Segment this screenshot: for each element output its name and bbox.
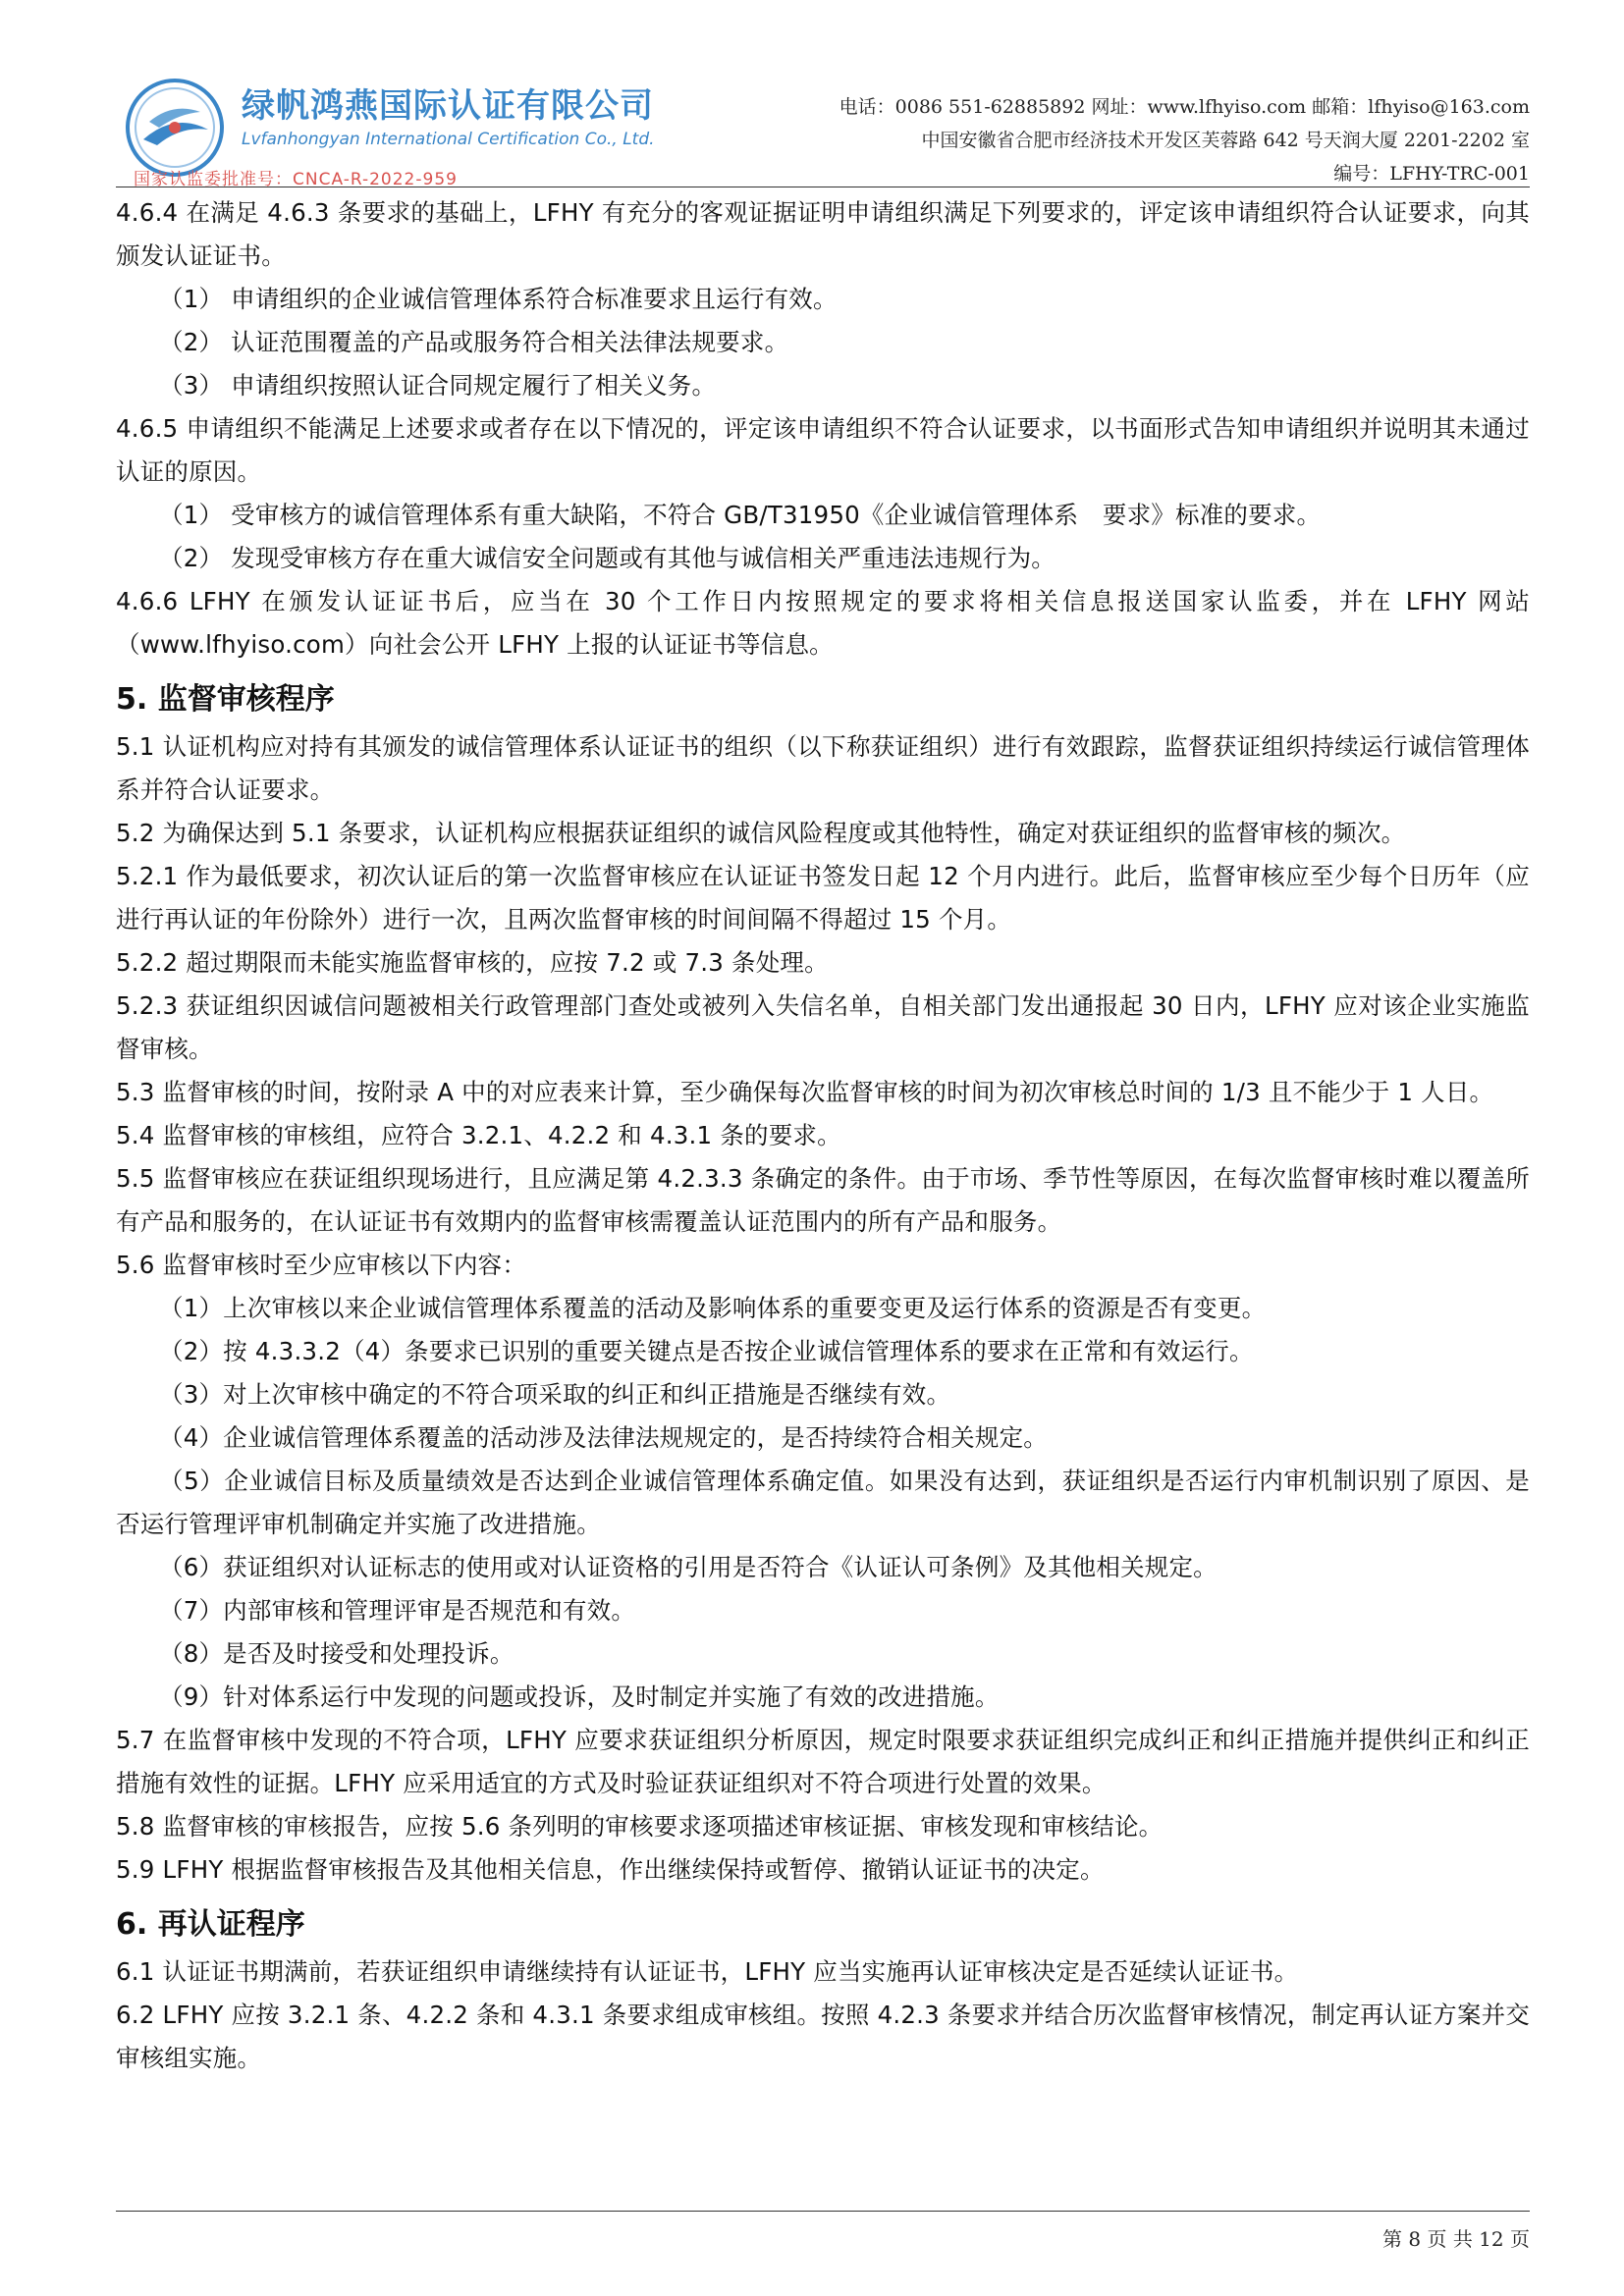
company-name-cn: 绿帆鸿燕国际认证有限公司: [242, 86, 654, 126]
clause-4-6-5: 4.6.5 申请组织不能满足上述要求或者存在以下情况的，评定该申请组织不符合认证要求，以书面形式告知申请组织并说明其未通过认证的原因。: [116, 414, 1530, 486]
clause-4-6-5-item-2: （2） 发现受审核方存在重大诚信安全问题或有其他与诚信相关严重违法违规行为。: [159, 544, 1056, 572]
clause-6-2: 6.2 LFHY 应按 3.2.1 条、4.2.2 条和 4.3.1 条要求组成审核组。按照 4.2.3 条要求并结合历次监督审核情况，制定再认证方案并交审核组实施。: [116, 2001, 1530, 2072]
page-header: [116, 69, 1530, 189]
section-5-heading: 5. 监督审核程序: [116, 682, 335, 717]
clause-5-2-2: 5.2.2 超过期限而未能实施监督审核的，应按 7.2 或 7.3 条处理。: [116, 948, 829, 977]
clause-4-6-4-item-3: （3） 申请组织按照认证合同规定履行了相关义务。: [159, 371, 717, 400]
clause-5-1: 5.1 认证机构应对持有其颁发的诚信管理体系认证证书的组织（以下称获证组织）进行有效跟踪，监督获证组织持续运行诚信管理体系并符合认证要求。: [116, 732, 1530, 804]
clause-5-6-item-4: （4）企业诚信管理体系覆盖的活动涉及法律法规规定的，是否持续符合相关规定。: [159, 1423, 1048, 1452]
clause-5-3: 5.3 监督审核的时间，按附录 A 中的对应表来计算，至少确保每次监督审核的时间为初次审核总时间的 1/3 且不能少于 1 人日。: [116, 1078, 1494, 1106]
clause-4-6-4-item-2: （2） 认证范围覆盖的产品或服务符合相关法律法规要求。: [159, 328, 789, 356]
contact-address: 中国安徽省合肥市经济技术开发区芙蓉路 642 号天润大厦 2201-2202 室: [921, 130, 1530, 151]
contact-block: [685, 90, 1530, 190]
clause-4-6-4: 4.6.4 在满足 4.6.3 条要求的基础上，LFHY 有充分的客观证据证明申请组织满足下列要求的，评定该申请组织符合认证要求，向其颁发认证证书。: [116, 198, 1530, 270]
company-logo-icon: [124, 77, 226, 179]
company-name-en: Lvfanhongyan International Certification Co., Ltd.: [242, 130, 655, 149]
clause-5-6-item-2: （2）按 4.3.3.2（4）条要求已识别的重要关键点是否按企业诚信管理体系的要求在正常和有效运行。: [159, 1337, 1254, 1365]
contact-phone-web-email: 电话：0086 551-62885892 网址：www.lfhyiso.com 邮箱：lfhyiso@163.com: [839, 96, 1530, 118]
page-number: 第 8 页 共 12 页: [1382, 2227, 1530, 2251]
clause-5-4: 5.4 监督审核的审核组，应符合 3.2.1、4.2.2 和 4.3.1 条的要求。: [116, 1121, 841, 1149]
clause-5-6-item-8: （8）是否及时接受和处理投诉。: [159, 1639, 514, 1668]
clause-5-2-3: 5.2.3 获证组织因诚信问题被相关行政管理部门查处或被列入失信名单，自相关部门发出通报起 30 日内，LFHY 应对该企业实施监督审核。: [116, 991, 1530, 1063]
clause-5-8: 5.8 监督审核的审核报告，应按 5.6 条列明的审核要求逐项描述审核证据、审核发现和审核结论。: [116, 1812, 1164, 1841]
clause-4-6-4-item-1: （1） 申请组织的企业诚信管理体系符合标准要求且运行有效。: [159, 285, 838, 313]
section-6-heading: 6. 再认证程序: [116, 1907, 305, 1942]
clause-4-6-6: 4.6.6 LFHY 在颁发认证证书后，应当在 30 个工作日内按照规定的要求将相关信息报送国家认监委，并在 LFHY 网站（www.lfhyiso.com）向社会公开 LFHY 上报的认证证书等信息。: [116, 587, 1530, 659]
clause-5-5: 5.5 监督审核应在获证组织现场进行，且应满足第 4.2.3.3 条确定的条件。由于市场、季节性等原因，在每次监督审核时难以覆盖所有产品和服务的，在认证证书有效期内的监督审核需覆盖认证范围内的所有产品和服务。: [116, 1164, 1530, 1236]
clause-5-6-item-5: （5）企业诚信目标及质量绩效是否达到企业诚信管理体系确定值。如果没有达到，获证组织是否运行内审机制识别了原因、是否运行管理评审机制确定并实施了改进措施。: [116, 1467, 1530, 1538]
approval-number: 国家认监委批准号：CNCA-R-2022-959: [134, 170, 458, 189]
clause-5-6-item-1: （1）上次审核以来企业诚信管理体系覆盖的活动及影响体系的重要变更及运行体系的资源是否有变更。: [159, 1294, 1267, 1322]
clause-5-6-item-6: （6）获证组织对认证标志的使用或对认证资格的引用是否符合《认证认可条例》及其他相关规定。: [159, 1553, 1218, 1581]
clause-5-6-item-9: （9）针对体系运行中发现的问题或投诉，及时制定并实施了有效的改进措施。: [159, 1682, 1000, 1711]
clause-4-6-5-item-1: （1） 受审核方的诚信管理体系有重大缺陷，不符合 GB/T31950《企业诚信管理体系 要求》标准的要求。: [159, 501, 1322, 529]
clause-5-6-item-3: （3）对上次审核中确定的不符合项采取的纠正和纠正措施是否继续有效。: [159, 1380, 951, 1409]
clause-5-7: 5.7 在监督审核中发现的不符合项，LFHY 应要求获证组织分析原因，规定时限要求获证组织完成纠正和纠正措施并提供纠正和纠正措施有效性的证据。LFHY 应采用适宜的方式及时验证获证组织对不符合项进行处置的效果。: [116, 1726, 1530, 1797]
clause-6-1: 6.1 认证证书期满前，若获证组织申请继续持有认证证书，LFHY 应当实施再认证审核决定是否延续认证证书。: [116, 1957, 1299, 1986]
clause-5-9: 5.9 LFHY 根据监督审核报告及其他相关信息，作出继续保持或暂停、撤销认证证书的决定。: [116, 1855, 1105, 1884]
clause-5-2: 5.2 为确保达到 5.1 条要求，认证机构应根据获证组织的诚信风险程度或其他特性，确定对获证组织的监督审核的频次。: [116, 819, 1406, 847]
document-code: 编号：LFHY-TRC-001: [1333, 163, 1530, 185]
footer-divider: [116, 2211, 1530, 2212]
page-body: [116, 191, 1530, 2080]
clause-5-6: 5.6 监督审核时至少应审核以下内容：: [116, 1251, 527, 1279]
clause-5-6-item-7: （7）内部审核和管理评审是否规范和有效。: [159, 1596, 636, 1625]
clause-5-2-1: 5.2.1 作为最低要求，初次认证后的第一次监督审核应在认证证书签发日起 12 个月内进行。此后，监督审核应至少每个日历年（应进行再认证的年份除外）进行一次，且两次监督审核的时间间隔不得超过 15 个月。: [116, 862, 1530, 934]
